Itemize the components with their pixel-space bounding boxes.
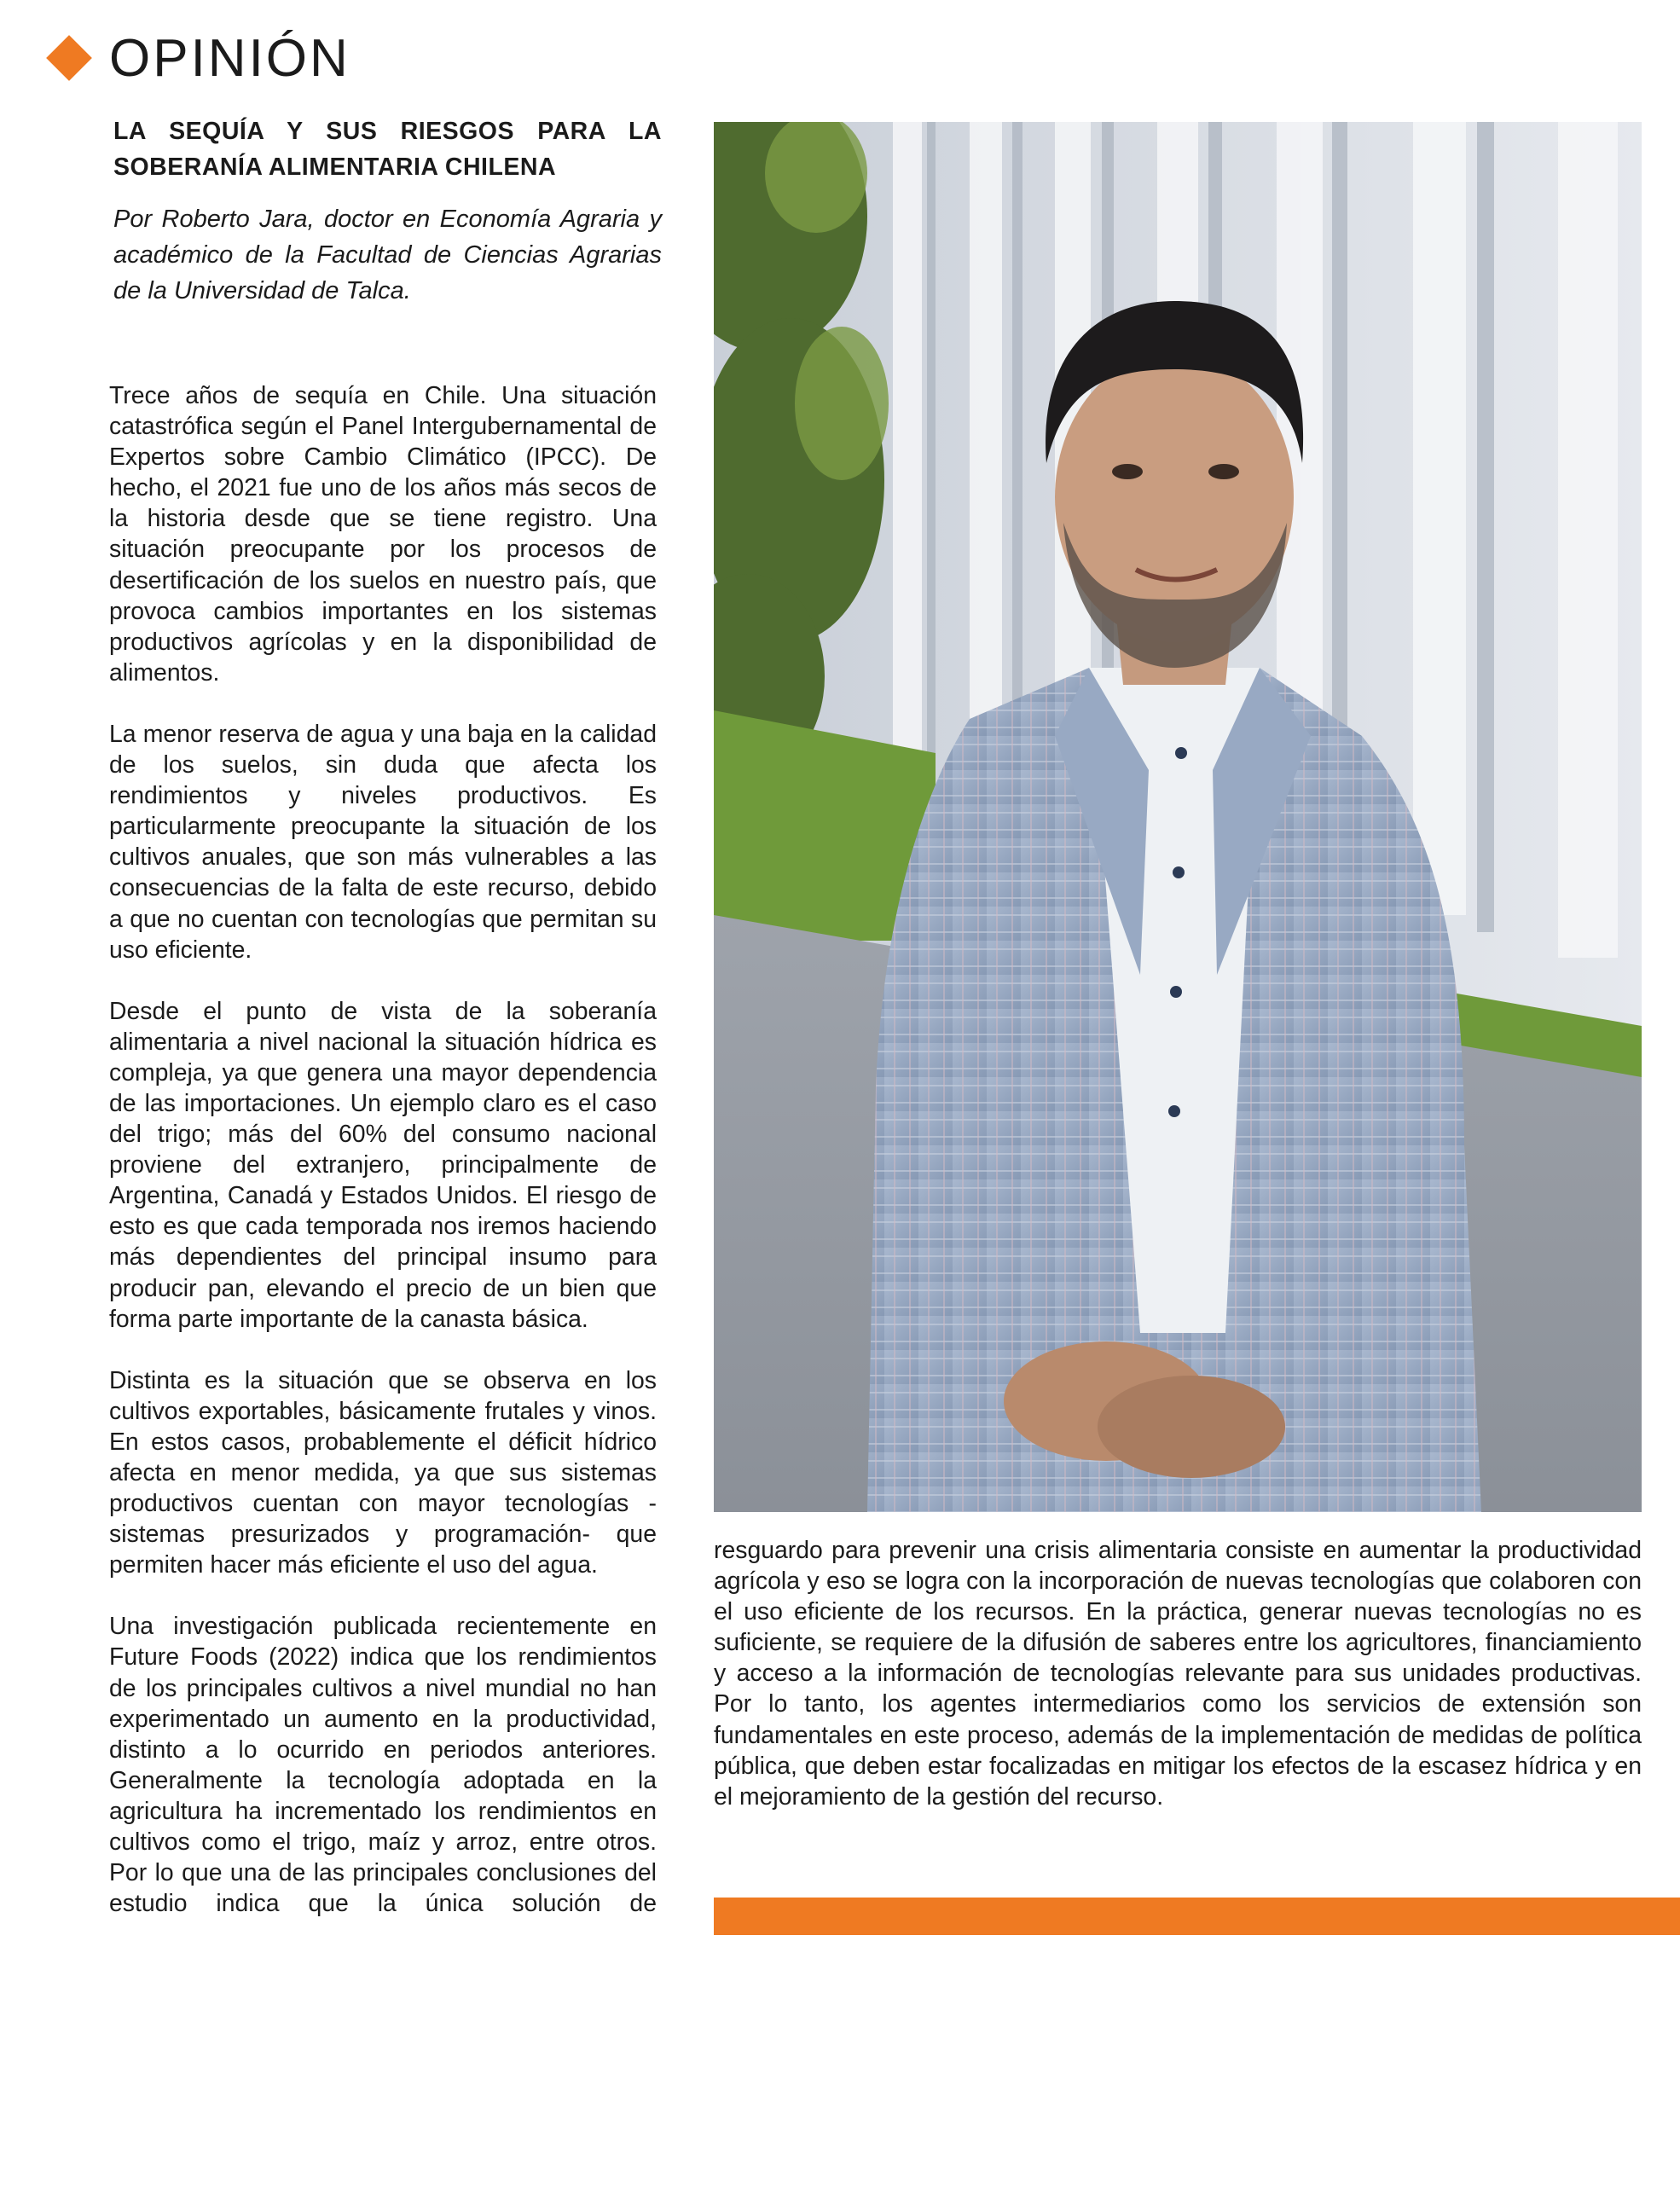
article-paragraph: La menor reserva de agua y una baja en la calidad de los suelos, sin duda que afecta los rendimientos y niveles productivos. Es particularmente preocupante la situación de los cultivos anuales, que son más vulnerables a las consecuencias de la falta de este recurso, debido a que no cuentan con tecnologías que permitan su uso eficiente. [109,720,657,964]
orange-divider-bar [714,1898,1680,1935]
article-right-column [714,1535,1642,1812]
article-paragraph: Trece años de sequía en Chile. Una situación catastrófica según el Panel Intergubernamental de Expertos sobre Cambio Climático (IPCC). De hecho, el 2021 fue uno de los años más secos de la historia desde que se tiene registro. Una situación preocupante por los procesos de desertificación de los suelos en nuestro país, que provoca cambios importantes en los sistemas productivos agrícolas y en la disponibilidad de alimentos. [109,382,657,687]
article-continuation: resguardo para prevenir una crisis alimentaria consiste en aumentar la productividad agrícola y eso se logra con la incorporación de nuevas tecnologías que colaboren con el uso eficiente de los recursos. En la práctica, generar nuevas tecnologías no es suficiente, se requiere de la difusión de saberes entre los agricultores, financiamiento y acceso a la información de tecnologías relevante para sus unidades productivas. Por lo tanto, los agentes intermediarios como los servicios de extensión son fundamentales en este proceso, además de la implementación de medidas de política pública, que deben estar focalizadas en mitigar los efectos de la escasez hídrica y en el mejoramiento de la gestión del recurso. [714,1537,1642,1811]
section-header [44,24,350,92]
article-paragraph: Una investigación publicada recientemente en Future Foods (2022) indica que los rendimientos de los principales cultivos a nivel mundial no han experimentado un aumento en la productividad, distinto a lo ocurrido en periodos anteriores. Generalmente la tecnología adoptada en la agricultura ha incrementado los rendimientos en cultivos como el trigo, maíz y arroz, entre otros. Por lo que una de las principales conclusiones del estudio indica que la única solución de [109,1613,657,1918]
section-title: OPINIÓN [109,28,350,88]
article-byline: Por Roberto Jara, doctor en Economía Agraria y académico de la Facultad de Ciencias Agrarias de la Universidad de Talca. [113,206,662,304]
article-left-column [109,380,657,1919]
portrait-illustration [714,122,1642,1512]
article-headline: LA SEQUÍA Y SUS RIESGOS PARA LA SOBERANÍA ALIMENTARIA CHILENA [113,118,662,181]
author-portrait-photo [714,122,1642,1512]
diamond-icon [46,35,92,81]
article-paragraph: Desde el punto de vista de la soberanía alimentaria a nivel nacional la situación hídrica es compleja, ya que genera una mayor dependencia de las importaciones. Un ejemplo claro es el caso del trigo; más del 60% del consumo nacional proviene del extranjero, principalmente de Argentina, Canadá y Estados Unidos. El riesgo de esto es que cada temporada nos iremos haciendo más dependientes del principal insumo para producir pan, elevando el precio de un bien que forma parte importante de la canasta básica. [109,997,657,1333]
article-paragraph: Distinta es la situación que se observa en los cultivos exportables, básicamente frutales y vinos. En estos casos, probablemente el déficit hídrico afecta en menor medida, ya que sus sistemas productivos cuentan con mayor tecnologías -sistemas presurizados y programación- que permiten hacer más eficiente el uso del agua. [109,1366,657,1579]
